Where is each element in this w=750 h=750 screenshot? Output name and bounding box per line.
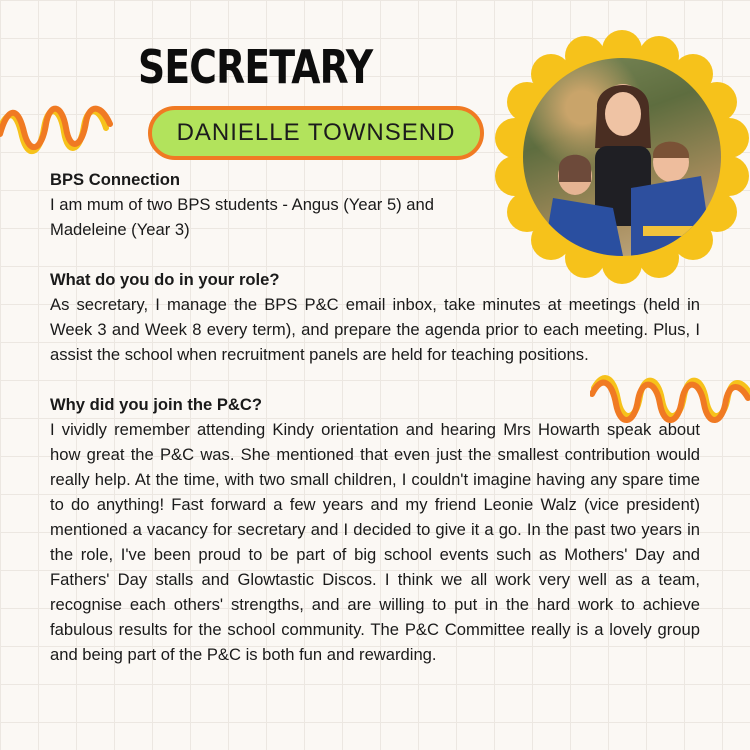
page-title: SECRETARY [138,40,373,94]
name-badge [148,106,484,160]
role-heading: What do you do in your role? [50,270,280,289]
role-body: As secretary, I manage the BPS P&C email inbox, take minutes at meetings (held in Week 3 and Week 8 every term), and prepare the agenda prior to each meeting. Plus, I assist the school when recruitment panels are held for teaching positions. [50,295,700,364]
why-body: I vividly remember attending Kindy orientation and hearing Mrs Howarth speak about how great the P&C was. She mentioned that even just the smallest contribution would really help. At the time, with two small children, I couldn't imagine having any spare time to do anything! Fast forward a few years and my friend Leonie Walz (vice president) mentioned a vacancy for secretary and I decided to give it a go. In the past two years in the role, I've been proud to be part of big school events such as Mothers' Day and Fathers' Day stalls and Glowtastic Discos. I think we all work very well as a team, recognise each others' strengths, and are willing to put in the hard work to achieve fabulous results for the school community. The P&C Committee really is a lovely group and being part of the P&C is both fun and rewarding. [50,420,700,664]
connection-body: I am mum of two BPS students - Angus (Year 5) and Madeleine (Year 3) [50,195,434,239]
why-heading: Why did you join the P&C? [50,395,263,414]
connection-heading: BPS Connection [50,170,180,189]
person-name: DANIELLE TOWNSEND [176,119,456,146]
left-squiggle-decoration [0,98,124,158]
profile-content [50,167,700,667]
